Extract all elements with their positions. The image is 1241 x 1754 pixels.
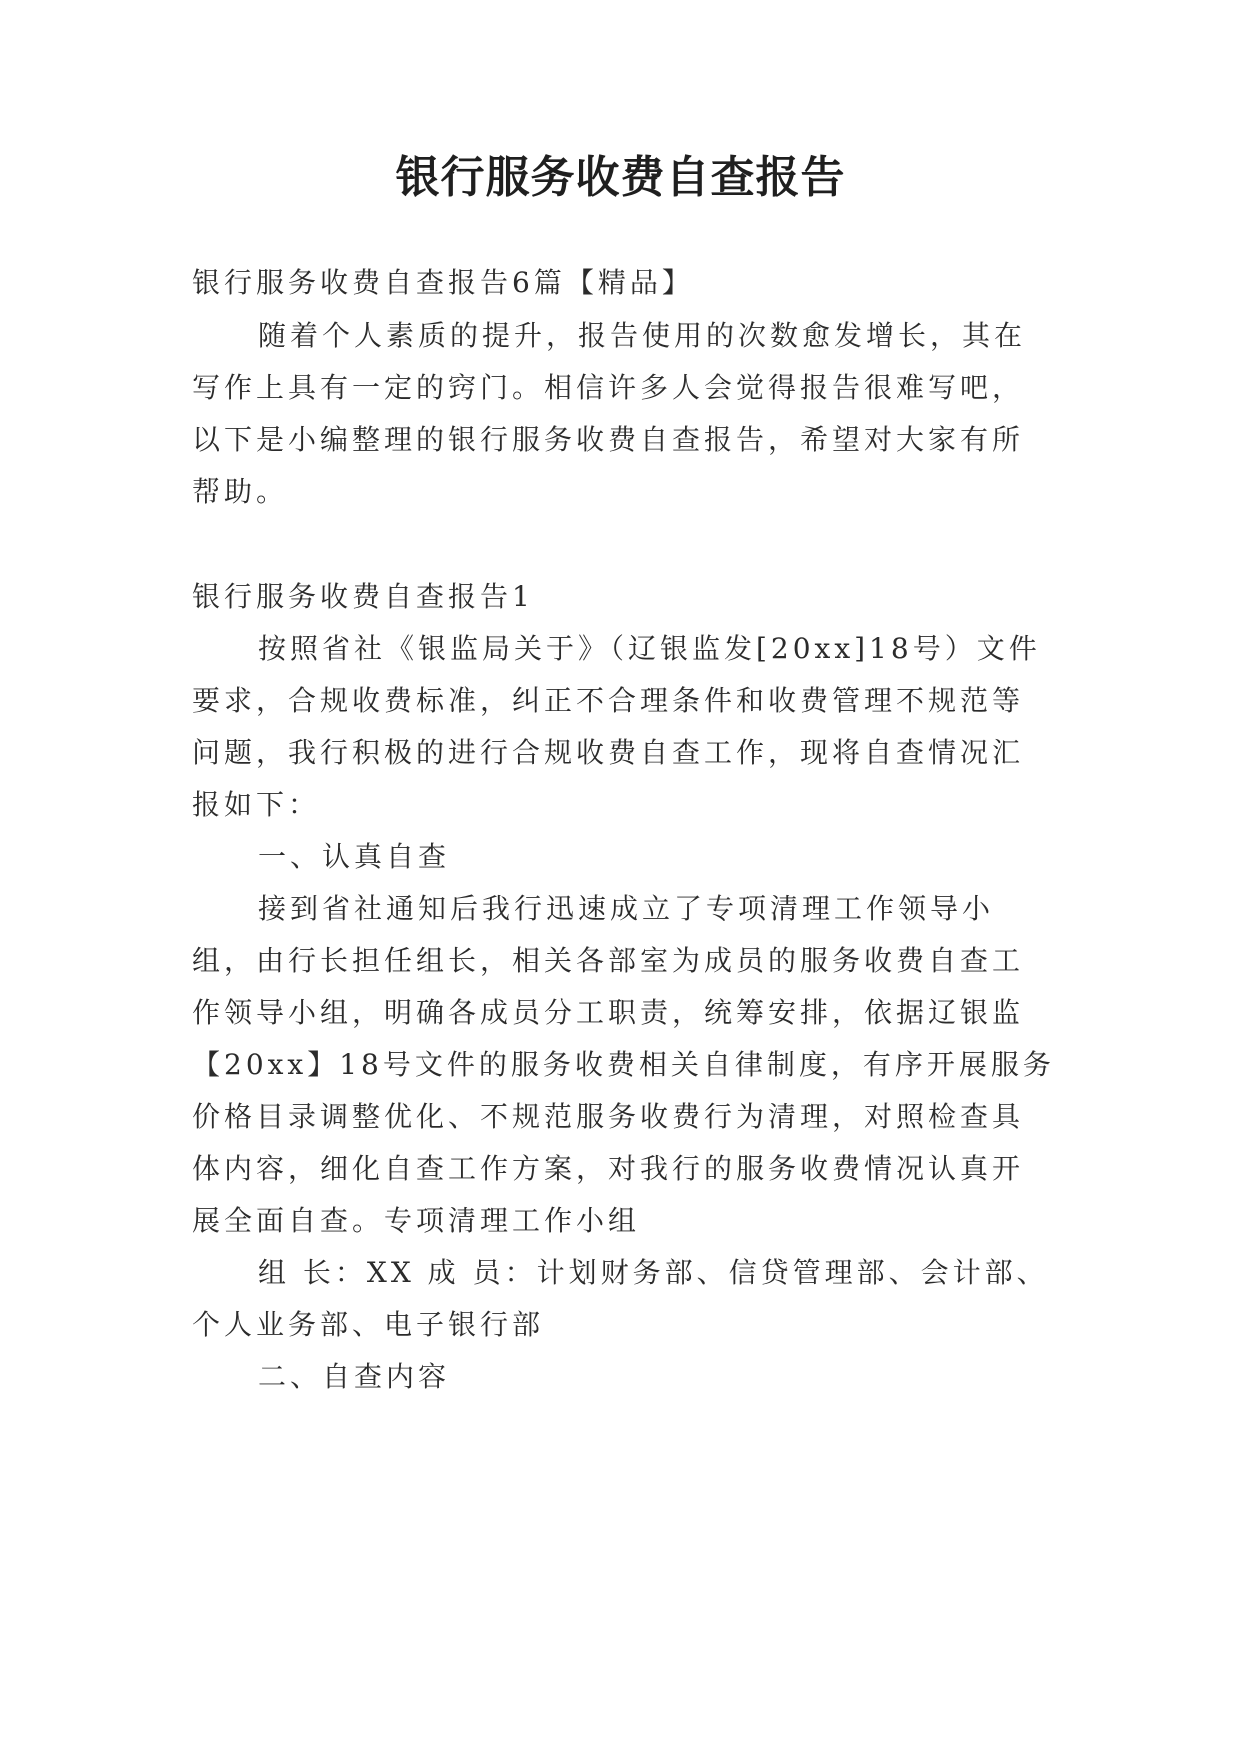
paragraph-line: 作领导小组，明确各成员分工职责，统筹安排，依据辽银监 — [192, 996, 1025, 1029]
paragraph-line: 帮助。 — [192, 475, 289, 508]
paragraph-line: 报如下： — [192, 788, 321, 821]
paragraph-line: 按照省社《银监局关于》（辽银监发[20xx]18号）文件 — [258, 632, 1041, 665]
paragraph-line: 价格目录调整优化、不规范服务收费行为清理，对照检查具 — [192, 1100, 1025, 1133]
paragraph-line: 组，由行长担任组长，相关各部室为成员的服务收费自查工 — [192, 944, 1025, 977]
subsection-heading: 二、自查内容 — [258, 1360, 451, 1393]
document-title: 银行服务收费自查报告 — [395, 152, 846, 203]
section-heading: 银行服务收费自查报告1 — [192, 580, 534, 613]
paragraph-line: 写作上具有一定的窍门。相信许多人会觉得报告很难写吧， — [192, 371, 1025, 404]
paragraph-line: 随着个人素质的提升，报告使用的次数愈发增长，其在 — [258, 319, 1027, 352]
subsection-heading: 一、认真自查 — [258, 840, 451, 873]
paragraph-line: 问题，我行积极的进行合规收费自查工作，现将自查情况汇 — [192, 736, 1025, 769]
paragraph-line: 个人业务部、电子银行部 — [192, 1308, 545, 1341]
paragraph-line: 体内容，细化自查工作方案，对我行的服务收费情况认真开 — [192, 1152, 1025, 1185]
paragraph-line: 组 长：XX 成 员：计划财务部、信贷管理部、会计部、 — [258, 1256, 1049, 1289]
paragraph-line: 要求，合规收费标准，纠正不合理条件和收费管理不规范等 — [192, 684, 1025, 717]
paragraph-line: 【20xx】18号文件的服务收费相关自律制度，有序开展服务 — [192, 1048, 1055, 1081]
paragraph-line: 接到省社通知后我行迅速成立了专项清理工作领导小 — [258, 892, 995, 925]
subtitle-line: 银行服务收费自查报告6篇【精品】 — [192, 266, 694, 299]
paragraph-line: 以下是小编整理的银行服务收费自查报告，希望对大家有所 — [192, 423, 1025, 456]
paragraph-line: 展全面自查。专项清理工作小组 — [192, 1204, 641, 1237]
